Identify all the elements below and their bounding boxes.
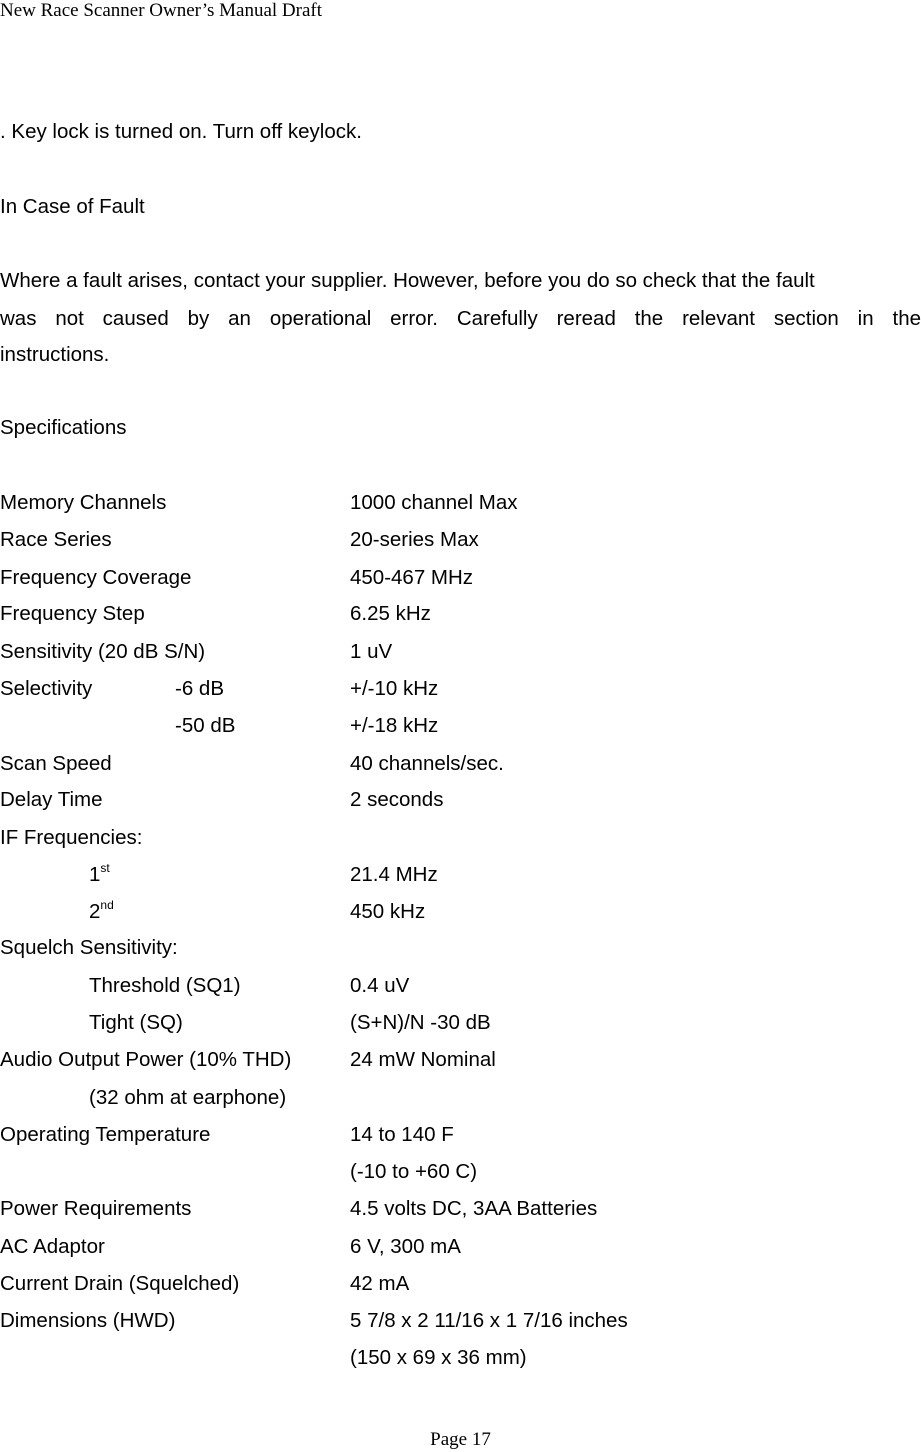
spec-row-scan-speed <box>0 751 921 777</box>
spec-value: 450-467 MHz <box>350 566 474 589</box>
spec-row-memory <box>0 490 921 516</box>
keylock-note: . Key lock is turned on. Turn off keylock. <box>0 120 362 143</box>
spec-row-current-drain <box>0 1271 921 1297</box>
spec-value: (-10 to +60 C) <box>350 1160 478 1183</box>
spec-value: 14 to 140 F <box>350 1123 454 1146</box>
spec-row-operating-temperature <box>0 1122 921 1148</box>
spec-label: Dimensions (HWD) <box>0 1309 176 1332</box>
ordinal-number: 2 <box>89 900 101 923</box>
spec-row-dimensions-metric <box>0 1345 921 1371</box>
spec-value: 450 kHz <box>350 900 426 923</box>
spec-label: Audio Output Power (10% THD) <box>0 1048 292 1071</box>
spec-value: (S+N)/N -30 dB <box>350 1011 491 1034</box>
spec-value: 6.25 kHz <box>350 602 431 625</box>
spec-label: Race Series <box>0 528 112 551</box>
spec-value: 21.4 MHz <box>350 863 438 886</box>
spec-row-audio-output <box>0 1047 921 1073</box>
spec-row-if-second <box>0 899 921 925</box>
spec-row-audio-note <box>0 1085 921 1111</box>
spec-row-power-requirements <box>0 1196 921 1222</box>
spec-label: Delay Time <box>0 788 103 811</box>
spec-row-dimensions <box>0 1308 921 1334</box>
spec-label: Selectivity <box>0 677 93 700</box>
ordinal-number: 1 <box>89 863 101 886</box>
spec-value: (150 x 69 x 36 mm) <box>350 1346 527 1369</box>
fault-line-2: was not caused by an operational error. Carefully reread the relevant section in the <box>0 307 921 330</box>
spec-row-selectivity-6db <box>0 676 921 702</box>
spec-row-delay-time <box>0 787 921 813</box>
spec-value: +/-18 kHz <box>350 714 439 737</box>
spec-row-race-series <box>0 527 921 553</box>
spec-row-sensitivity <box>0 639 921 665</box>
spec-value: 40 channels/sec. <box>350 752 504 775</box>
spec-label: Squelch Sensitivity: <box>0 936 178 959</box>
document-header: New Race Scanner Owner’s Manual Draft <box>0 0 322 21</box>
spec-value: 20-series Max <box>350 528 479 551</box>
spec-label: Scan Speed <box>0 752 112 775</box>
spec-value: 2 seconds <box>350 788 444 811</box>
spec-row-ac-adaptor <box>0 1234 921 1260</box>
fault-line-3: instructions. <box>0 343 110 366</box>
spec-label: Frequency Step <box>0 602 145 625</box>
ordinal-suffix: nd <box>100 898 114 912</box>
spec-label: IF Frequencies: <box>0 826 143 849</box>
spec-row-selectivity-50db <box>0 713 921 739</box>
page-number: Page 17 <box>430 1429 491 1450</box>
spec-sublabel <box>89 899 114 925</box>
spec-row-squelch-threshold <box>0 973 921 999</box>
spec-row-frequency-step <box>0 601 921 627</box>
spec-value: 5 7/8 x 2 11/16 x 1 7/16 inches <box>350 1309 628 1332</box>
spec-row-if-first <box>0 862 921 888</box>
spec-label: Sensitivity (20 dB S/N) <box>0 640 206 663</box>
specifications-heading: Specifications <box>0 416 127 439</box>
spec-value: +/-10 kHz <box>350 677 439 700</box>
spec-value: 42 mA <box>350 1272 410 1295</box>
fault-line-1: Where a fault arises, contact your supplier. However, before you do so check that the fault <box>0 269 815 292</box>
spec-value: 4.5 volts DC, 3AA Batteries <box>350 1197 598 1220</box>
spec-value: 1000 channel Max <box>350 491 518 514</box>
spec-label: Operating Temperature <box>0 1123 211 1146</box>
ordinal-suffix: st <box>100 861 110 875</box>
spec-sublabel: Threshold (SQ1) <box>89 974 241 997</box>
spec-value: 24 mW Nominal <box>350 1048 496 1071</box>
spec-label: Current Drain (Squelched) <box>0 1272 240 1295</box>
spec-row-squelch-sensitivity <box>0 935 921 961</box>
spec-row-operating-temperature-celsius <box>0 1159 921 1185</box>
spec-value: 6 V, 300 mA <box>350 1235 461 1258</box>
spec-sublabel <box>89 862 110 888</box>
spec-label: Memory Channels <box>0 491 167 514</box>
spec-row-squelch-tight <box>0 1010 921 1036</box>
spec-sublabel: -50 dB <box>175 714 236 737</box>
fault-heading: In Case of Fault <box>0 195 145 218</box>
spec-sublabel: (32 ohm at earphone) <box>89 1086 287 1109</box>
spec-row-if-frequencies <box>0 825 921 851</box>
spec-label: AC Adaptor <box>0 1235 105 1258</box>
spec-value: 0.4 uV <box>350 974 410 997</box>
spec-label: Power Requirements <box>0 1197 192 1220</box>
spec-value: 1 uV <box>350 640 393 663</box>
spec-sublabel: -6 dB <box>175 677 224 700</box>
spec-row-frequency-coverage <box>0 565 921 591</box>
spec-label: Frequency Coverage <box>0 566 192 589</box>
spec-sublabel: Tight (SQ) <box>89 1011 183 1034</box>
